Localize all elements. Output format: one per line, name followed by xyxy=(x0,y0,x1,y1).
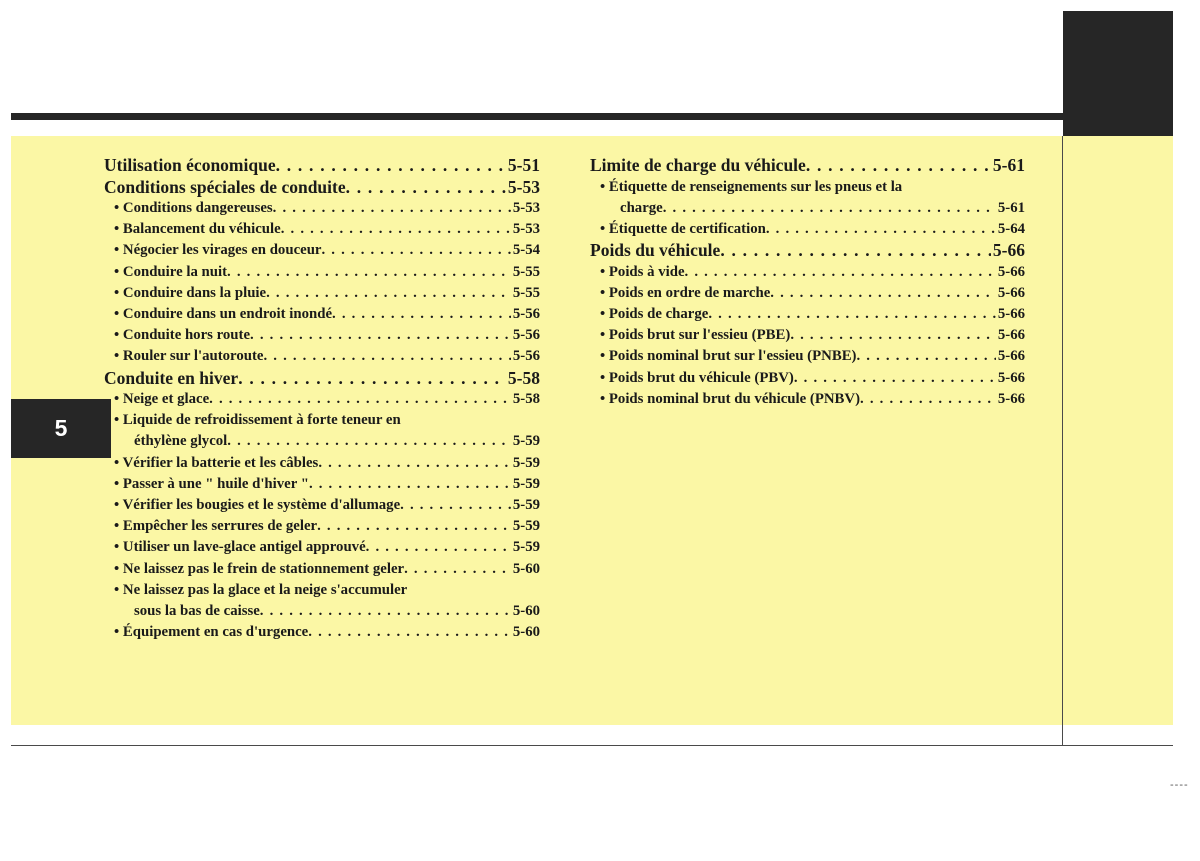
toc-entry-link[interactable] xyxy=(590,262,1025,283)
toc-entry-title: • Poids brut sur l'essieu (PBE) xyxy=(600,327,791,344)
dot-leader xyxy=(708,304,996,325)
header-rule xyxy=(11,113,1063,120)
dot-leader xyxy=(663,198,996,219)
toc-entry-link[interactable] xyxy=(104,304,540,325)
toc-page-number: 5-58 xyxy=(512,391,540,407)
dot-leader xyxy=(806,155,991,177)
dot-leader xyxy=(273,198,511,219)
toc-entry-link[interactable] xyxy=(104,559,540,580)
toc-entry-title: éthylène glycol xyxy=(134,433,228,450)
toc-entry-link[interactable] xyxy=(104,474,540,495)
toc-section-link[interactable] xyxy=(104,155,540,177)
toc-entry-title: • Passer à une " huile d'hiver " xyxy=(114,475,309,492)
dot-leader xyxy=(857,346,996,367)
dot-leader xyxy=(309,474,511,495)
toc-entry-link[interactable] xyxy=(590,368,1025,389)
toc-entry-title: Utilisation économique xyxy=(104,155,276,175)
toc-entry-title: • Ne laissez pas la glace et la neige s'accumuler xyxy=(114,581,408,598)
toc-entry-title: • Balancement du véhicule xyxy=(114,221,281,238)
toc-entry-link[interactable] xyxy=(104,325,540,346)
toc-entry-title: • Vérifier la batterie et les câbles xyxy=(114,454,319,471)
toc-entry-title: Poids du véhicule xyxy=(590,240,721,261)
toc-entry-title: charge xyxy=(620,199,663,216)
toc-entry-link[interactable] xyxy=(104,453,540,474)
dot-leader xyxy=(317,516,511,537)
toc-column-right xyxy=(590,155,1025,410)
toc-entry-title: sous la bas de caisse xyxy=(134,602,260,619)
dot-leader xyxy=(227,262,511,283)
corner-block xyxy=(1063,11,1173,137)
toc-page-number: 5-64 xyxy=(997,220,1025,237)
toc-entry-title: • Équipement en cas d'urgence xyxy=(114,624,309,641)
dot-leader xyxy=(685,262,996,283)
toc-section-link[interactable] xyxy=(590,155,1025,177)
toc-entry-title: • Neige et glace xyxy=(114,391,210,407)
toc-page-number: 5-59 xyxy=(512,496,540,513)
dot-leader xyxy=(227,431,511,452)
toc-entry-title: Conditions spéciales de conduite xyxy=(104,176,346,197)
toc-page-number: 5-66 xyxy=(997,327,1025,344)
footer-mark: ---- xyxy=(1170,779,1189,791)
toc-page-number: 5-66 xyxy=(997,348,1025,365)
dot-leader xyxy=(266,283,511,304)
toc-page-number: 5-60 xyxy=(512,602,540,619)
dot-leader xyxy=(770,283,996,304)
toc-page-number: 5-53 xyxy=(507,176,540,197)
footer-rule xyxy=(11,745,1173,746)
toc-page-number: 5-53 xyxy=(512,200,540,216)
dot-leader xyxy=(238,368,506,390)
toc-entry-title: • Conditions dangereuses xyxy=(114,200,273,216)
toc-entry-link[interactable] xyxy=(590,219,1025,240)
toc-page-number: 5-56 xyxy=(512,348,540,365)
toc-page-number: 5-59 xyxy=(512,475,540,492)
toc-entry-link[interactable] xyxy=(104,580,540,601)
dot-leader xyxy=(790,325,996,346)
toc-entry-link[interactable] xyxy=(590,304,1025,325)
toc-page-number: 5-66 xyxy=(997,305,1025,322)
toc-entry-link[interactable] xyxy=(104,262,540,283)
toc-entry-link[interactable] xyxy=(104,219,540,240)
toc-entry-link[interactable] xyxy=(590,325,1025,346)
toc-page-number: 5-51 xyxy=(507,155,540,175)
toc-entry-title: • Étiquette de renseignements sur les pneus et la xyxy=(600,178,903,195)
toc-entry-title: • Conduire dans la pluie xyxy=(114,284,267,301)
toc-entry-link[interactable] xyxy=(104,537,540,558)
dot-leader xyxy=(404,559,511,580)
toc-entry-link[interactable] xyxy=(104,346,540,367)
toc-page-number: 5-61 xyxy=(992,155,1025,175)
toc-entry-link[interactable] xyxy=(104,389,540,410)
dot-leader xyxy=(794,368,996,389)
toc-entry-title: Limite de charge du véhicule xyxy=(590,155,806,175)
toc-entry-title: • Utiliser un lave-glace antigel approuvé xyxy=(114,539,366,556)
toc-page-number: 5-55 xyxy=(512,263,540,280)
dot-leader xyxy=(366,537,511,558)
toc-entry-title: • Négocier les virages en douceur xyxy=(114,242,322,259)
dot-leader xyxy=(332,304,511,325)
panel-divider xyxy=(1062,136,1063,746)
toc-section-link[interactable] xyxy=(104,368,540,390)
toc-page-number: 5-61 xyxy=(997,199,1025,216)
toc-section-link[interactable] xyxy=(590,240,1025,262)
toc-page-number: 5-60 xyxy=(512,560,540,577)
dot-leader xyxy=(276,155,506,177)
toc-column-left xyxy=(104,155,540,643)
toc-entry-title: • Conduite hors route xyxy=(114,327,251,344)
toc-entry-link[interactable] xyxy=(590,198,1025,219)
toc-entry-title: • Empêcher les serrures de geler xyxy=(114,518,318,535)
toc-entry-link[interactable] xyxy=(104,495,540,516)
dot-leader xyxy=(308,622,511,643)
dot-leader xyxy=(263,346,510,367)
toc-entry-title: Conduite en hiver xyxy=(104,367,239,388)
dot-leader xyxy=(250,325,511,346)
toc-page-number: 5-55 xyxy=(512,284,540,301)
dot-leader xyxy=(318,453,511,474)
toc-entry-link[interactable] xyxy=(590,177,1025,198)
toc-page-number: 5-59 xyxy=(512,518,540,535)
toc-page-number: 5-60 xyxy=(512,624,540,641)
toc-page-number: 5-66 xyxy=(997,369,1025,386)
toc-page-number: 5-66 xyxy=(992,240,1025,261)
dot-leader xyxy=(281,219,511,240)
dot-leader xyxy=(860,389,996,410)
toc-page-number: 5-66 xyxy=(997,390,1025,407)
toc-entry-title: • Liquide de refroidissement à forte teneur en xyxy=(114,412,401,429)
toc-page-number: 5-56 xyxy=(512,305,540,322)
toc-page-number: 5-59 xyxy=(512,433,540,450)
toc-entry-link[interactable] xyxy=(590,389,1025,410)
toc-entry-title: • Conduire la nuit xyxy=(114,263,228,280)
toc-entry-title: • Poids en ordre de marche xyxy=(600,284,771,301)
dot-leader xyxy=(260,601,511,622)
dot-leader xyxy=(322,240,511,261)
dot-leader xyxy=(400,495,511,516)
toc-entry-link[interactable] xyxy=(104,622,540,643)
toc-page-number: 5-66 xyxy=(997,284,1025,301)
chapter-tab xyxy=(11,399,111,458)
toc-entry-link[interactable] xyxy=(104,198,540,219)
toc-entry-link[interactable] xyxy=(104,516,540,537)
toc-entry-title: • Ne laissez pas le frein de stationnement geler xyxy=(114,560,405,577)
chapter-number: 5 xyxy=(54,415,68,441)
toc-entry-link[interactable] xyxy=(104,283,540,304)
toc-page-number: 5-54 xyxy=(512,242,540,259)
toc-page-number: 5-58 xyxy=(507,367,540,388)
dot-leader xyxy=(720,240,991,262)
toc-page-number: 5-59 xyxy=(512,539,540,556)
dot-leader xyxy=(766,219,996,240)
toc-entry-link[interactable] xyxy=(590,283,1025,304)
toc-section-link[interactable] xyxy=(104,177,540,199)
toc-entry-title: • Vérifier les bougies et le système d'allumage xyxy=(114,496,401,513)
toc-entry-title: • Poids de charge xyxy=(600,305,709,322)
dot-leader xyxy=(346,177,506,199)
toc-entry-link[interactable] xyxy=(104,410,540,431)
toc-entry-title: • Poids à vide xyxy=(600,263,685,280)
toc-entry-link[interactable] xyxy=(104,431,540,452)
dot-leader xyxy=(209,389,511,410)
toc-page-number: 5-56 xyxy=(512,327,540,344)
toc-entry-link[interactable] xyxy=(104,601,540,622)
toc-entry-link[interactable] xyxy=(104,240,540,261)
toc-entry-link[interactable] xyxy=(590,346,1025,367)
toc-entry-title: • Étiquette de certification xyxy=(600,220,766,237)
toc-page-number: 5-59 xyxy=(512,454,540,471)
toc-entry-title: • Poids nominal brut du véhicule (PNBV) xyxy=(600,390,861,407)
toc-page-number: 5-66 xyxy=(997,263,1025,280)
toc-entry-title: • Rouler sur l'autoroute xyxy=(114,348,264,365)
toc-entry-title: • Poids nominal brut sur l'essieu (PNBE) xyxy=(600,348,857,365)
toc-entry-title: • Poids brut du véhicule (PBV) xyxy=(600,369,794,386)
toc-entry-title: • Conduire dans un endroit inondé xyxy=(114,305,333,322)
toc-page-number: 5-53 xyxy=(512,221,540,238)
